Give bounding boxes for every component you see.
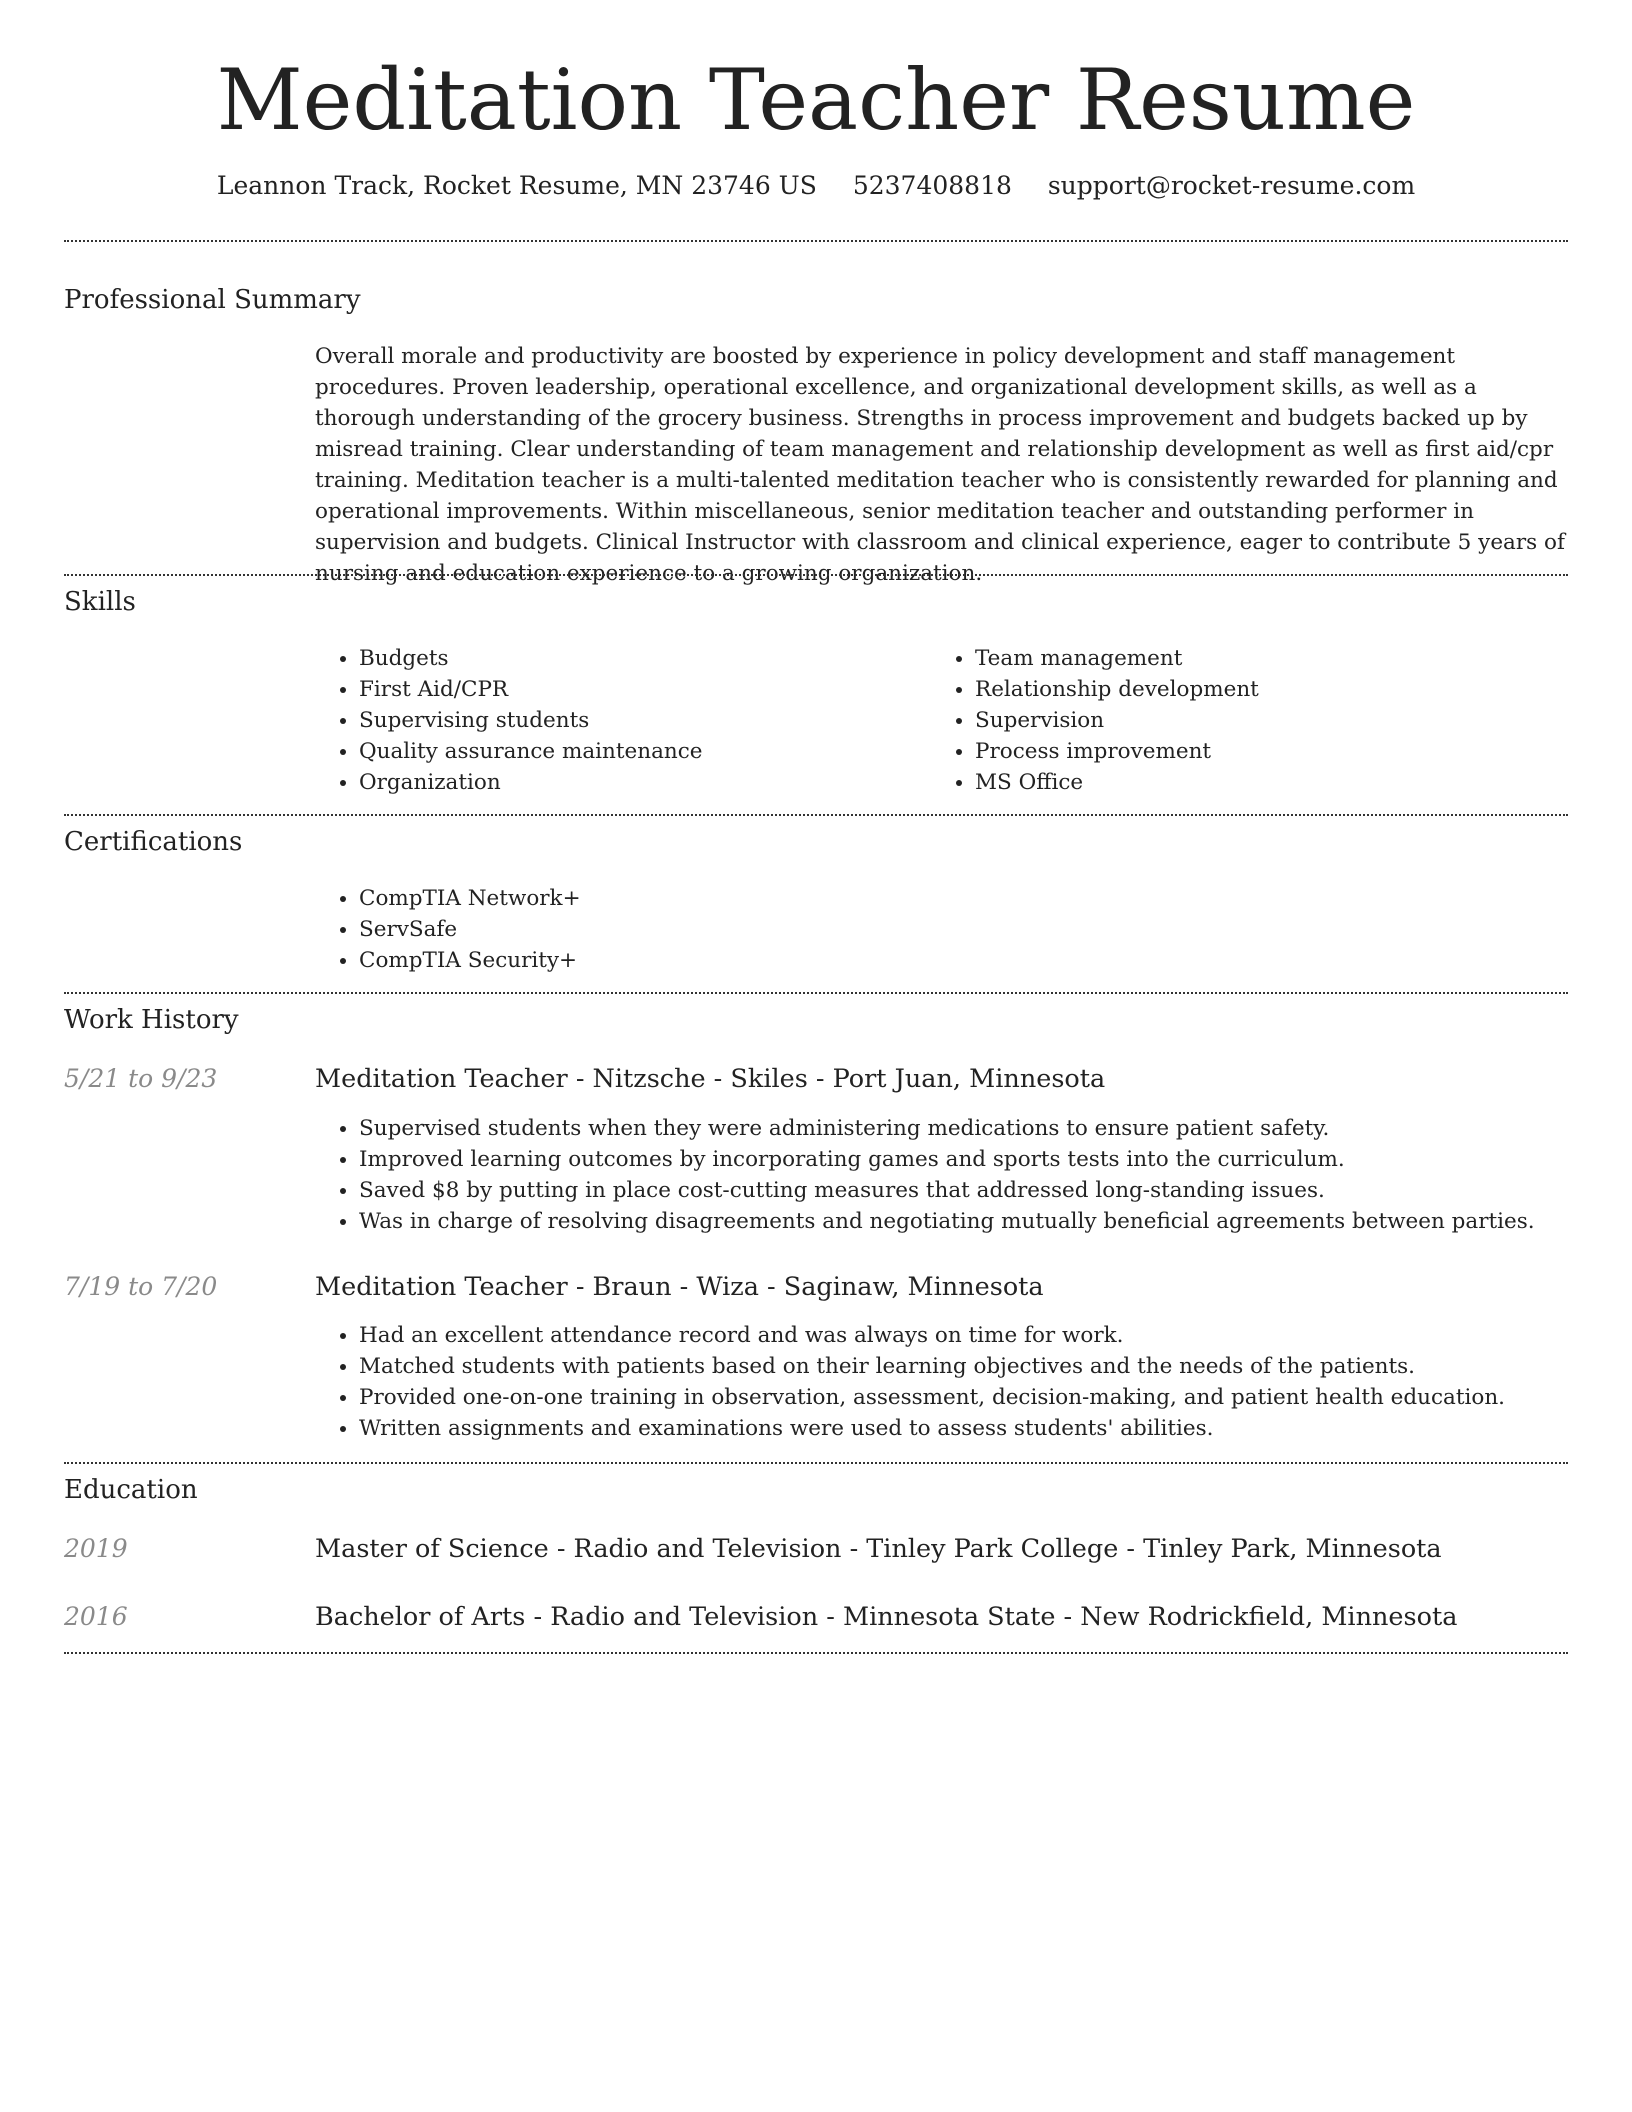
contact-line [0,170,1632,202]
section-title-education: Education [64,1475,198,1505]
job-bullet: • Written assignments and examinations were used to assess students' abilities. [359,1413,1505,1444]
job-bullet: • Improved learning outcomes by incorporating games and sports tests into the curriculum. [359,1144,1535,1175]
skill-item: • Relationship development [975,674,1259,705]
section-divider [64,574,1568,576]
job-bullet: • Was in charge of resolving disagreements and negotiating mutually beneficial agreements between parties. [359,1206,1535,1237]
job-bullets [315,1113,1535,1237]
section-divider [64,814,1568,816]
skills-list-left [315,643,703,798]
job-bullets [315,1320,1505,1444]
section-divider [64,1462,1568,1464]
contact-phone: 5237408818 [852,171,1012,200]
section-divider [64,992,1568,994]
skill-item: • Budgets [359,643,703,674]
section-title-summary: Professional Summary [64,285,361,315]
section-divider [64,240,1568,242]
job-title: Meditation Teacher - Braun - Wiza - Saginaw, Minnesota [315,1272,1044,1302]
certifications-list [315,883,581,976]
skill-item: • Supervising students [359,705,703,736]
skill-item: • Organization [359,767,703,798]
job-bullet: • Supervised students when they were administering medications to ensure patient safety. [359,1113,1535,1144]
job-dates: 7/19 to 7/20 [64,1272,218,1301]
section-title-work-history: Work History [64,1005,239,1035]
section-divider [64,1652,1568,1654]
job-bullet: • Provided one-on-one training in observation, assessment, decision-making, and patient health education. [359,1382,1505,1413]
education-year: 2016 [64,1602,128,1631]
resume-title: Meditation Teacher Resume [216,51,1416,149]
skill-item: • Quality assurance maintenance [359,736,703,767]
skill-item: • First Aid/CPR [359,674,703,705]
skills-list-right [931,643,1259,798]
certification-item: • CompTIA Network+ [359,883,581,914]
education-degree: Master of Science - Radio and Television - Tinley Park College - Tinley Park, Minnesota [315,1534,1442,1564]
job-bullet: • Matched students with patients based on their learning objectives and the needs of the patients. [359,1351,1505,1382]
education-degree: Bachelor of Arts - Radio and Television - Minnesota State - New Rodrickfield, Minnesota [315,1602,1458,1632]
job-bullet: • Had an excellent attendance record and was always on time for work. [359,1320,1505,1351]
job-dates: 5/21 to 9/23 [64,1064,218,1093]
section-title-skills: Skills [64,587,136,617]
education-year: 2019 [64,1534,128,1563]
certification-item: • ServSafe [359,914,581,945]
skill-item: • Supervision [975,705,1259,736]
skill-item: • MS Office [975,767,1259,798]
skill-item: • Team management [975,643,1259,674]
job-title: Meditation Teacher - Nitzsche - Skiles - Port Juan, Minnesota [315,1064,1106,1094]
job-bullet: • Saved $8 by putting in place cost-cutting measures that addressed long-standing issues. [359,1175,1535,1206]
summary-text: Overall morale and productivity are boosted by experience in policy development and staff management procedures. Proven leadership, operational excellence, and organizational development skills, as well as a thorough understanding of the grocery business. Strengths in process improvement and budgets backed up by misread training. Clear understanding of team management and relationship development as well as first aid/cpr training. Meditation teacher is a multi-talented meditation teacher who is consistently rewarded for planning and operational improvements. Within miscellaneous, senior meditation teacher and outstanding performer in supervision and budgets. Clinical Instructor with classroom and clinical experience, eager to contribute 5 years of nursing and education experience to a growing organization. [315,344,1565,586]
certification-item: • CompTIA Security+ [359,945,581,976]
contact-email: support@rocket-resume.com [1047,171,1416,200]
contact-address: Leannon Track, Rocket Resume, MN 23746 US [216,171,817,200]
section-title-certifications: Certifications [64,827,243,857]
skill-item: • Process improvement [975,736,1259,767]
